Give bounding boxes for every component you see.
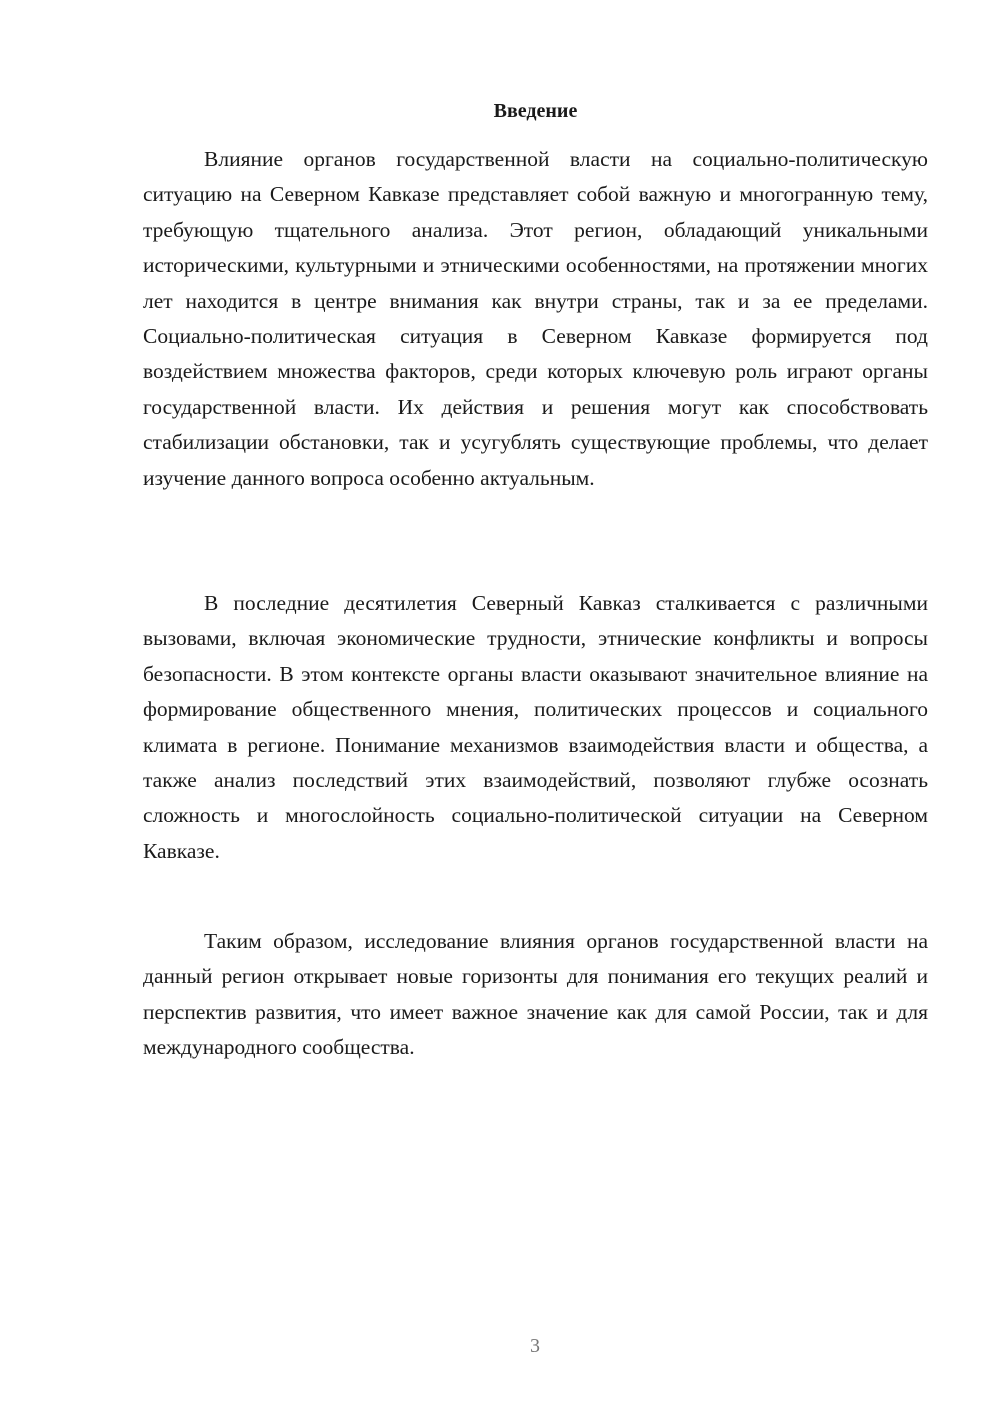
- paragraph-2: В последние десятилетия Северный Кавказ сталкивается с различными вызовами, включая экономические трудности, этнические конфликты и вопросы безопасности. В этом контексте органы власти оказывают значительное влияние на формирование общественного мнения, политических процессов и социального климата в регионе. Понимание механизмов взаимодействия власти и общества, а также анализ последствий этих взаимодействий, позволяют глубже осознать сложность и многослойность социально-политической ситуации на Северном Кавказе.: [143, 591, 928, 863]
- paragraph-1: Влияние органов государственной власти на социально-политическую ситуацию на Северном Кавказе представляет собой важную и многогранную тему, требующую тщательного анализа. Этот регион, обладающий уникальными историческими, культурными и этническими особенностями, на протяжении многих лет находится в центре внимания как внутри страны, так и за ее пределами. Социально-политическая ситуация в Северном Кавказе формируется под воздействием множества факторов, среди которых ключевую роль играют органы государственной власти. Их действия и решения могут как способствовать стабилизации обстановки, так и усугублять существующие проблемы, что делает изучение данного вопроса особенно актуальным.: [143, 147, 928, 490]
- paragraph-3: Таким образом, исследование влияния органов государственной власти на данный регион открывает новые горизонты для понимания его текущих реалий и перспектив развития, что имеет важное значение как для самой России, так и для международного сообщества.: [143, 929, 928, 1060]
- section-heading: Введение: [493, 100, 578, 122]
- page-number: 3: [530, 1335, 540, 1357]
